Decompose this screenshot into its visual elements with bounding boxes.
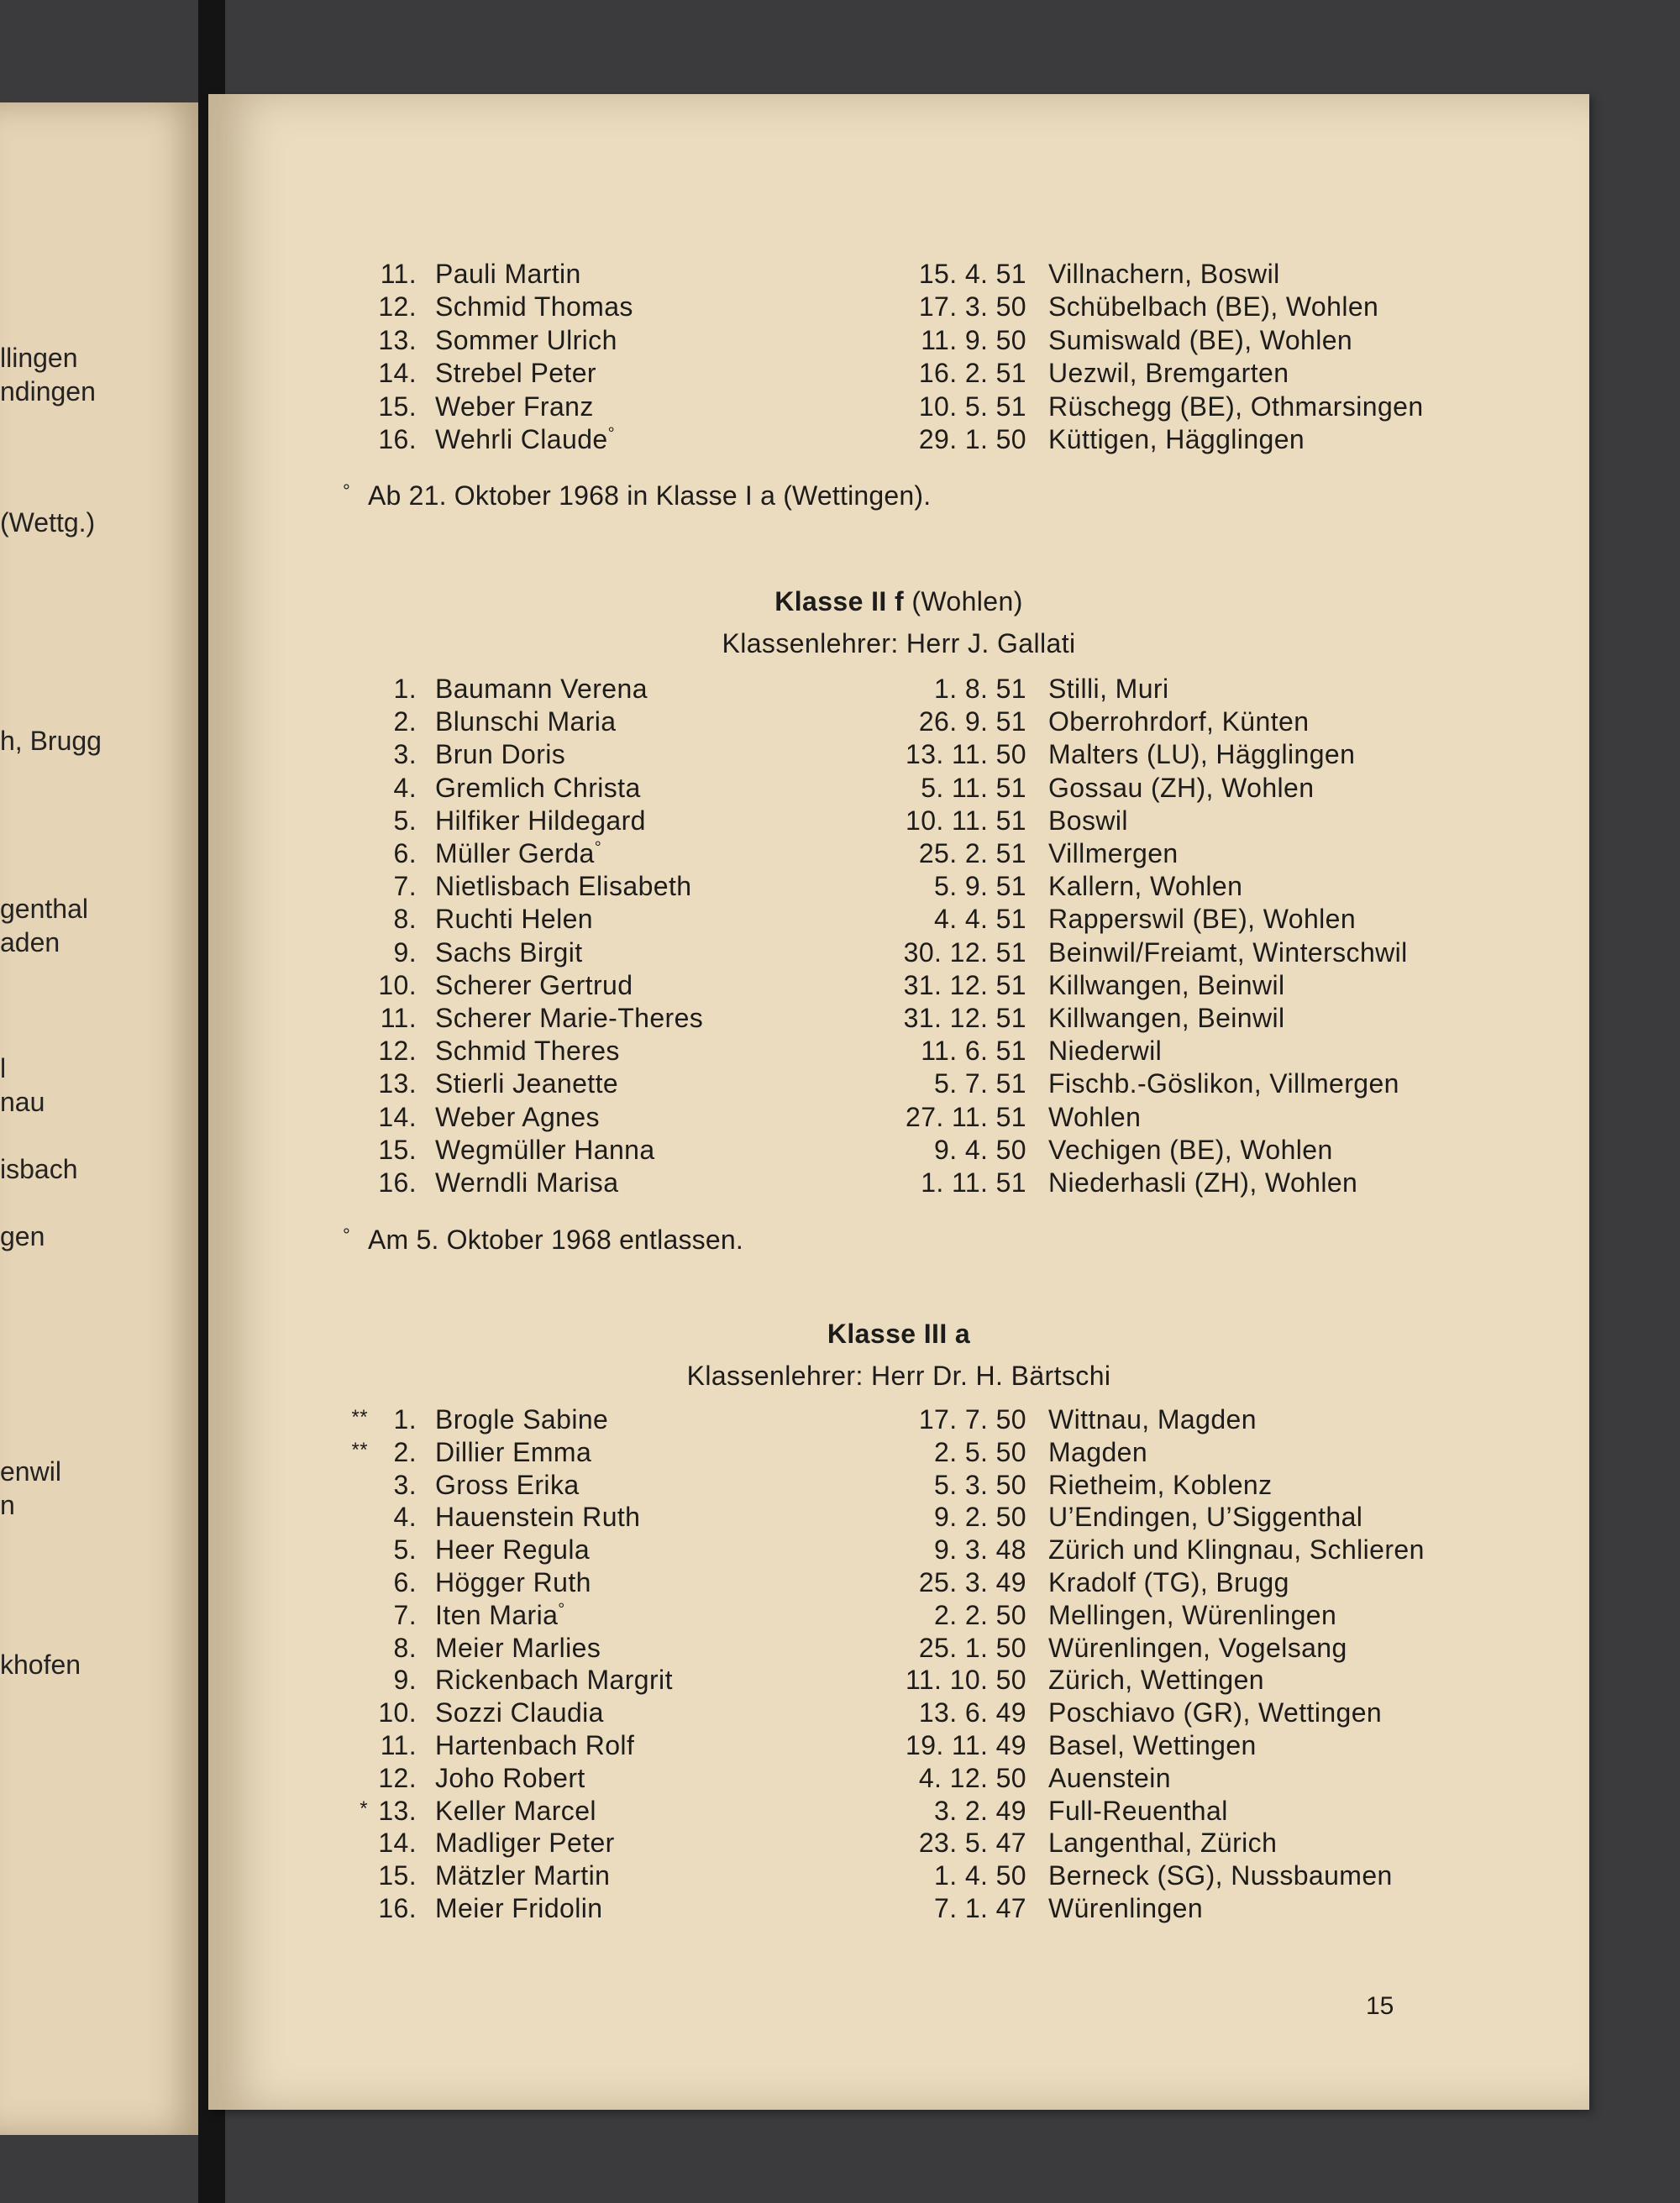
birthplace-residence: Küttigen, Hägglingen xyxy=(1048,424,1305,454)
birth-date: 9. 2. 50 xyxy=(934,1502,1026,1533)
roster-row xyxy=(208,1036,1589,1069)
class-teacher-2f: Klassenlehrer: Herr J. Gallati xyxy=(722,628,1076,658)
birthplace-residence: Killwangen, Beinwil xyxy=(1048,969,1285,1000)
birth-date: 16. 2. 51 xyxy=(918,358,1026,389)
distinction-mark: ** xyxy=(351,1438,368,1461)
student-name: Joho Robert xyxy=(435,1762,585,1793)
birthplace-residence: Rapperswil (BE), Wohlen xyxy=(1048,904,1357,935)
birth-date: 19. 11. 49 xyxy=(906,1730,1026,1760)
row-number: 7. xyxy=(393,871,417,902)
distinction-mark: * xyxy=(360,1796,368,1820)
birth-date: 25. 2. 51 xyxy=(918,838,1026,868)
roster-row xyxy=(208,904,1589,937)
roster-row xyxy=(208,674,1589,707)
student-name: Weber Agnes xyxy=(435,1101,600,1132)
roster-row xyxy=(208,773,1589,806)
footnote-text: Am 5. Oktober 1968 entlassen. xyxy=(368,1225,743,1255)
roster-row xyxy=(208,325,1589,359)
birthplace-residence: Würenlingen xyxy=(1048,1893,1204,1923)
footnote-section1: ° Ab 21. Oktober 1968 in Klasse I a (Wettingen). xyxy=(343,480,932,511)
student-name: Schmid Thomas xyxy=(435,291,633,323)
row-number: 11. xyxy=(380,1730,417,1760)
roster-row xyxy=(208,1730,1589,1764)
student-name: Meier Fridolin xyxy=(435,1893,603,1923)
student-name: Sachs Birgit xyxy=(435,936,583,968)
student-name: Mätzler Martin xyxy=(435,1860,611,1891)
student-name: Werndli Marisa xyxy=(435,1167,619,1198)
birth-date: 29. 1. 50 xyxy=(918,424,1026,454)
roster-row xyxy=(208,1763,1589,1796)
birthplace-residence: Villnachern, Boswil xyxy=(1048,259,1280,289)
birthplace-residence: Zürich und Klingnau, Schlieren xyxy=(1048,1534,1425,1566)
student-name: Ruchti Helen xyxy=(435,904,594,935)
left-page xyxy=(0,102,208,2135)
birthplace-residence: Sumiswald (BE), Wohlen xyxy=(1048,324,1353,355)
roster-row xyxy=(208,1665,1589,1698)
left-page-fragment: l xyxy=(0,1053,7,1083)
birthplace-residence: Fischb.-Göslikon, Villmergen xyxy=(1048,1068,1399,1099)
row-number: 15. xyxy=(378,391,417,422)
student-name: Madliger Peter xyxy=(435,1828,615,1859)
student-name: Heer Regula xyxy=(435,1534,591,1566)
birthplace-residence: Kradolf (TG), Brugg xyxy=(1048,1567,1289,1597)
birth-date: 13. 11. 50 xyxy=(906,739,1026,770)
birth-date: 1. 4. 50 xyxy=(934,1860,1026,1891)
birth-date: 2. 2. 50 xyxy=(934,1599,1026,1630)
student-name: Blunschi Maria xyxy=(435,706,617,737)
roster-row xyxy=(208,1470,1589,1503)
roster-row xyxy=(208,871,1589,905)
row-number: 6. xyxy=(393,838,417,868)
birthplace-residence: U’Endingen, U’Siggenthal xyxy=(1048,1502,1363,1533)
row-number: 16. xyxy=(378,1893,417,1923)
left-page-fragment: isbach xyxy=(0,1154,78,1184)
birth-date: 25. 3. 49 xyxy=(918,1567,1026,1597)
student-name: Müller Gerda xyxy=(435,838,595,868)
row-number: 9. xyxy=(393,936,417,968)
birth-date: 1. 8. 51 xyxy=(934,674,1026,704)
footnote-text: Ab 21. Oktober 1968 in Klasse I a (Wettingen). xyxy=(368,480,932,511)
birth-date: 9. 3. 48 xyxy=(934,1534,1026,1566)
student-name: Dillier Emma xyxy=(435,1436,592,1467)
row-number: 5. xyxy=(393,805,417,836)
row-number: 13. xyxy=(378,1795,417,1826)
student-name: Weber Franz xyxy=(435,391,594,422)
roster-row xyxy=(208,937,1589,971)
student-name: Keller Marcel xyxy=(435,1795,596,1826)
roster-row xyxy=(208,1633,1589,1666)
row-number: 5. xyxy=(393,1534,417,1566)
birthplace-residence: Killwangen, Beinwil xyxy=(1048,1003,1285,1033)
student-name: Rickenbach Margrit xyxy=(435,1665,673,1696)
distinction-mark: ** xyxy=(351,1406,368,1429)
right-page xyxy=(208,94,1589,2110)
roster-row xyxy=(208,391,1589,425)
roster-row xyxy=(208,1796,1589,1829)
birthplace-residence: Wohlen xyxy=(1048,1101,1142,1132)
roster-row xyxy=(208,970,1589,1004)
row-number: 14. xyxy=(378,1101,417,1132)
row-number: 3. xyxy=(393,739,417,770)
birth-date: 15. 4. 51 xyxy=(918,259,1026,289)
student-name: Pauli Martin xyxy=(435,259,581,289)
row-number: 8. xyxy=(393,1632,417,1663)
roster-row xyxy=(208,1893,1589,1927)
birthplace-residence: Mellingen, Würenlingen xyxy=(1048,1599,1337,1630)
student-name: Sozzi Claudia xyxy=(435,1697,604,1728)
birth-date: 11. 10. 50 xyxy=(906,1665,1026,1696)
birth-date: 10. 5. 51 xyxy=(918,391,1026,422)
page-number: 15 xyxy=(1366,1992,1394,2020)
roster-row xyxy=(208,1502,1589,1535)
birth-date: 1. 11. 51 xyxy=(921,1167,1026,1198)
birth-date: 4. 4. 51 xyxy=(934,904,1026,935)
student-name: Strebel Peter xyxy=(435,358,596,389)
left-page-fragment: n xyxy=(0,1490,15,1520)
birthplace-residence: Oberrohrdorf, Künten xyxy=(1048,706,1310,737)
student-name: Scherer Marie-Theres xyxy=(435,1003,704,1033)
class-heading-3a: Klasse III a xyxy=(827,1319,971,1349)
student-name-with-mark xyxy=(435,838,601,869)
birthplace-residence: Beinwil/Freiamt, Winterschwil xyxy=(1048,936,1408,968)
student-name: Gross Erika xyxy=(435,1469,580,1500)
row-number: 4. xyxy=(393,1502,417,1533)
row-number: 7. xyxy=(393,1599,417,1630)
birthplace-residence: Boswil xyxy=(1048,805,1128,836)
birthplace-residence: Kallern, Wohlen xyxy=(1048,871,1243,902)
birthplace-residence: Gossau (ZH), Wohlen xyxy=(1048,772,1315,803)
birth-date: 3. 2. 49 xyxy=(934,1795,1026,1826)
left-page-fragment: ndingen xyxy=(0,376,96,407)
row-number: 9. xyxy=(393,1665,417,1696)
row-number: 11. xyxy=(380,1003,417,1033)
student-name: Baumann Verena xyxy=(435,674,648,704)
student-name: Iten Maria xyxy=(435,1599,559,1630)
row-number: 12. xyxy=(378,291,417,323)
birth-date: 5. 3. 50 xyxy=(934,1469,1026,1500)
student-name: Meier Marlies xyxy=(435,1632,601,1663)
left-page-fragment: gen xyxy=(0,1221,45,1251)
left-page-fragment: h, Brugg xyxy=(0,726,102,756)
class-teacher-3a: Klassenlehrer: Herr Dr. H. Bärtschi xyxy=(686,1361,1111,1391)
birth-date: 23. 5. 47 xyxy=(918,1828,1026,1859)
birth-date: 13. 6. 49 xyxy=(918,1697,1026,1728)
birthplace-residence: Würenlingen, Vogelsang xyxy=(1048,1632,1347,1663)
roster-row xyxy=(208,1135,1589,1168)
birthplace-residence: Schübelbach (BE), Wohlen xyxy=(1048,291,1379,323)
row-number: 15. xyxy=(378,1860,417,1891)
left-page-fragment: nau xyxy=(0,1087,45,1117)
birth-date: 2. 5. 50 xyxy=(934,1436,1026,1467)
roster-row xyxy=(208,706,1589,740)
row-number: 12. xyxy=(378,1036,417,1067)
birthplace-residence: Rietheim, Koblenz xyxy=(1048,1469,1273,1500)
birthplace-residence: Stilli, Muri xyxy=(1048,674,1169,704)
roster-row xyxy=(208,739,1589,773)
student-name: Brogle Sabine xyxy=(435,1404,609,1435)
student-name: Gremlich Christa xyxy=(435,772,641,803)
row-number: 12. xyxy=(378,1762,417,1793)
roster-row xyxy=(208,259,1589,292)
birth-date: 31. 12. 51 xyxy=(903,969,1026,1000)
birthplace-residence: Wittnau, Magden xyxy=(1048,1404,1257,1435)
footnote-mark: ° xyxy=(594,838,602,858)
birthplace-residence: Malters (LU), Hägglingen xyxy=(1048,739,1356,770)
roster-row xyxy=(208,291,1589,325)
birth-date: 25. 1. 50 xyxy=(918,1632,1026,1663)
row-number: 10. xyxy=(378,1697,417,1728)
left-page-fragment: llingen xyxy=(0,343,78,373)
row-number: 10. xyxy=(378,969,417,1000)
birth-date: 31. 12. 51 xyxy=(903,1003,1026,1033)
footnote-mark: ° xyxy=(558,1600,565,1619)
birthplace-residence: Vechigen (BE), Wohlen xyxy=(1048,1134,1333,1165)
birth-date: 11. 6. 51 xyxy=(921,1036,1026,1067)
student-name: Stierli Jeanette xyxy=(435,1068,619,1099)
left-page-fragment: khofen xyxy=(0,1650,81,1680)
row-number: 2. xyxy=(393,1436,417,1467)
birthplace-residence: Uezwil, Bremgarten xyxy=(1048,358,1289,389)
row-number: 3. xyxy=(393,1469,417,1500)
student-name-with-mark xyxy=(435,424,615,455)
birthplace-residence: Magden xyxy=(1048,1436,1148,1467)
birthplace-residence: Auenstein xyxy=(1048,1762,1171,1793)
roster-row xyxy=(208,358,1589,391)
row-number: 16. xyxy=(378,1167,417,1198)
student-name-with-mark xyxy=(435,1600,565,1631)
birth-date: 7. 1. 47 xyxy=(934,1893,1026,1923)
student-name: Schmid Theres xyxy=(435,1036,620,1067)
roster-row xyxy=(208,1437,1589,1471)
row-number: 6. xyxy=(393,1567,417,1597)
roster-row xyxy=(208,1828,1589,1861)
birth-date: 27. 11. 51 xyxy=(906,1101,1026,1132)
row-number: 1. xyxy=(393,1404,417,1435)
birth-date: 5. 7. 51 xyxy=(934,1068,1026,1099)
student-name: Hartenbach Rolf xyxy=(435,1730,635,1760)
birthplace-residence: Basel, Wettingen xyxy=(1048,1730,1257,1760)
row-number: 1. xyxy=(393,674,417,704)
left-page-fragment: (Wettg.) xyxy=(0,507,96,538)
birthplace-residence: Langenthal, Zürich xyxy=(1048,1828,1278,1859)
footnote-section2: ° Am 5. Oktober 1968 entlassen. xyxy=(343,1225,743,1255)
birth-date: 5. 9. 51 xyxy=(934,871,1026,902)
student-name: Wegmüller Hanna xyxy=(435,1134,655,1165)
roster-row xyxy=(208,1600,1589,1634)
birthplace-residence: Niederwil xyxy=(1048,1036,1163,1067)
row-number: 11. xyxy=(380,259,417,289)
roster-row xyxy=(208,424,1589,458)
student-name: Brun Doris xyxy=(435,739,566,770)
birthplace-residence: Rüschegg (BE), Othmarsingen xyxy=(1048,391,1424,422)
footnote-mark: ° xyxy=(607,424,615,443)
birthplace-residence: Zürich, Wettingen xyxy=(1048,1665,1264,1696)
birth-date: 11. 9. 50 xyxy=(921,324,1026,355)
birth-date: 17. 7. 50 xyxy=(918,1404,1026,1435)
row-number: 4. xyxy=(393,772,417,803)
roster-row xyxy=(208,1567,1589,1601)
birth-date: 26. 9. 51 xyxy=(918,706,1026,737)
birth-date: 5. 11. 51 xyxy=(921,772,1026,803)
roster-row xyxy=(208,1697,1589,1731)
student-name: Nietlisbach Elisabeth xyxy=(435,871,692,902)
roster-row xyxy=(208,1102,1589,1136)
roster-row xyxy=(208,838,1589,872)
student-name: Högger Ruth xyxy=(435,1567,591,1597)
student-name: Wehrli Claude xyxy=(435,424,608,454)
birthplace-residence: Poschiavo (GR), Wettingen xyxy=(1048,1697,1383,1728)
birthplace-residence: Villmergen xyxy=(1048,838,1179,868)
roster-row xyxy=(208,805,1589,839)
roster-row xyxy=(208,1003,1589,1036)
student-name: Sommer Ulrich xyxy=(435,324,617,355)
roster-row xyxy=(208,1167,1589,1201)
birthplace-residence: Berneck (SG), Nussbaumen xyxy=(1048,1860,1393,1891)
row-number: 16. xyxy=(378,424,417,454)
birth-date: 30. 12. 51 xyxy=(903,936,1026,968)
birth-date: 9. 4. 50 xyxy=(934,1134,1026,1165)
student-name: Hilfiker Hildegard xyxy=(435,805,646,836)
birth-date: 17. 3. 50 xyxy=(918,291,1026,323)
roster-row xyxy=(208,1068,1589,1102)
student-name: Hauenstein Ruth xyxy=(435,1502,641,1533)
roster-row xyxy=(208,1404,1589,1438)
birth-date: 4. 12. 50 xyxy=(918,1762,1026,1793)
left-page-fragment: genthal xyxy=(0,894,88,924)
roster-row xyxy=(208,1860,1589,1894)
birthplace-residence: Niederhasli (ZH), Wohlen xyxy=(1048,1167,1358,1198)
row-number: 8. xyxy=(393,904,417,935)
row-number: 14. xyxy=(378,358,417,389)
row-number: 13. xyxy=(378,1068,417,1099)
row-number: 2. xyxy=(393,706,417,737)
birth-date: 10. 11. 51 xyxy=(906,805,1026,836)
left-page-fragment: enwil xyxy=(0,1456,61,1487)
class-heading-2f: Klasse II f (Wohlen) xyxy=(774,586,1023,616)
birthplace-residence: Full-Reuenthal xyxy=(1048,1795,1228,1826)
student-name: Scherer Gertrud xyxy=(435,969,633,1000)
roster-row xyxy=(208,1534,1589,1568)
left-page-fragment: aden xyxy=(0,927,60,957)
row-number: 13. xyxy=(378,324,417,355)
row-number: 14. xyxy=(378,1828,417,1859)
row-number: 15. xyxy=(378,1134,417,1165)
